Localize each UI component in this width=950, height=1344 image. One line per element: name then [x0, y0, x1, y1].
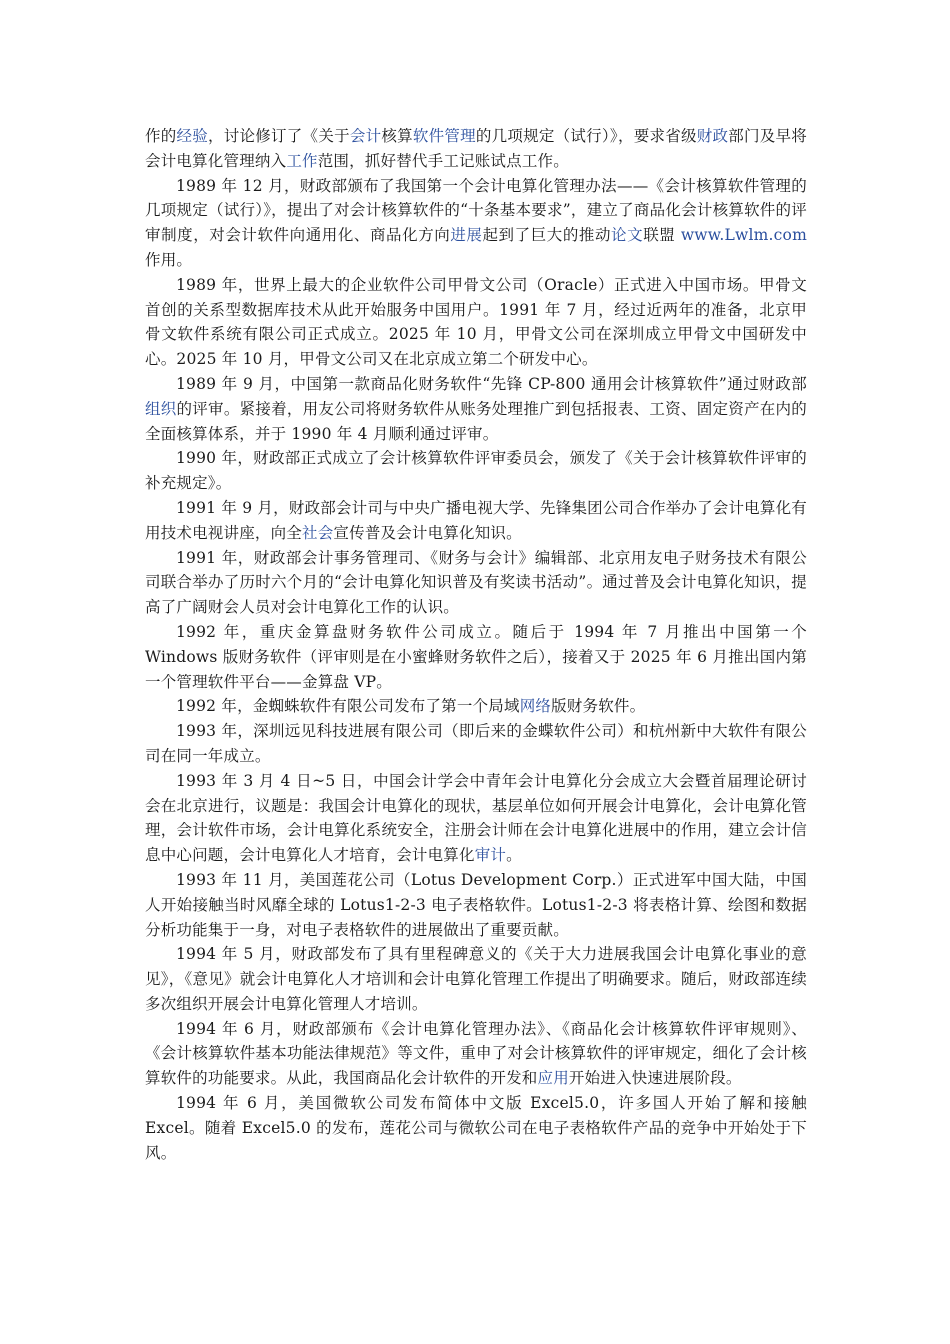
paragraph-text: 作用。 [145, 250, 193, 269]
paragraph-text: ，讨论修订了《关于 [208, 127, 350, 145]
paragraph [145, 942, 807, 1016]
paragraph [145, 769, 807, 868]
inline-link[interactable]: 软件管理 [412, 127, 476, 145]
paragraph [145, 694, 807, 719]
paragraph-text: 1989 年 12 月，财政部颁布了我国第一个会计电算化管理办法——《会计核算软件管理的几项规定（试行）》，提出了对会计核算软件的“十条基本要求”，建立了商品化会计核算软件的评审制度，对会计软件向通用化、商品化方向 [145, 176, 807, 245]
paragraph-text: 1989 年，世界上最大的企业软件公司甲骨文公司（Oracle）正式进入中国市场。甲骨文首创的关系型数据库技术从此开始服务中国用户。1991 年 7 月，经过近两年的准备，北京甲骨文软件系统有限公司正式成立。2025 年 10 月，甲骨文公司在深圳成立甲骨文中国研发中心。2025 年 10 月，甲骨文公司又在北京成立第二个研发中心。 [145, 275, 807, 369]
paragraph-text: 作的 [145, 127, 177, 145]
paragraph-text: 1991 年 9 月，财政部会计司与中央广播电视大学、先锋集团公司合作举办了会计电算化有用技术电视讲座，向全 [145, 498, 807, 542]
inline-link[interactable]: 审计 [474, 846, 507, 865]
paragraph-text: 1992 年，金蜘蛛软件有限公司发布了第一个局域 [176, 697, 520, 716]
paragraph-text: 1994 年 5 月，财政部发布了具有里程碑意义的《关于大力进展我国会计电算化事业的意见》，《意见》就会计电算化人才培训和会计电算化管理工作提出了明确要求。随后，财政部连续多次组织开展会计电算化管理人才培训。 [145, 945, 807, 1013]
paragraph-text: 起到了巨大的推动 [482, 226, 612, 245]
paragraph-text: 版财务软件。 [551, 697, 646, 716]
paragraph-text: 的评审。紧接着，用友公司将财务软件从账务处理推广到包括报表、工资、固定资产在内的全面核算体系，并于 1990 年 4 月顺利通过评审。 [145, 399, 807, 443]
paragraph-text: 的几项规定（试行）》，要求省级 [475, 127, 697, 145]
paragraph-text: 1994 年 6 月，美国微软公司发布简体中文版 Excel5.0，许多国人开始了解和接触 Excel。随着 Excel5.0 的发布，莲花公司与微软公司在电子表格软件产品的竞争中开始处于下风。 [145, 1094, 807, 1162]
paragraph [145, 546, 807, 620]
paragraph [145, 273, 807, 372]
inline-link[interactable]: 工作 [286, 151, 318, 170]
paragraph-text: 1990 年，财政部正式成立了会计核算软件评审委员会，颁发了《关于会计核算软件评审的补充规定》。 [145, 449, 807, 493]
paragraph [145, 496, 807, 546]
paragraph [145, 372, 807, 446]
document-page [145, 124, 807, 1165]
inline-link[interactable]: 财政 [696, 127, 729, 145]
inline-link[interactable]: 进展 [450, 226, 483, 245]
paragraph-text: 1991 年，财政部会计事务管理司、《财务与会计》编辑部、北京用友电子财务技术有限公司联合举办了历时六个月的“会计电算化知识普及有奖读书活动”。通过普及会计电算化知识，提高了广阔财会人员对会计电算化工作的认识。 [145, 548, 807, 617]
paragraph [145, 1091, 807, 1165]
inline-link[interactable]: 论文 [611, 226, 644, 245]
paragraph-text: 部门及早将会计电算化管理纳入 [145, 127, 807, 170]
paragraph-text: 宣传普及会计电算化知识。 [333, 523, 522, 542]
inline-link[interactable]: 应用 [537, 1069, 569, 1088]
paragraph-text: 核算 [381, 127, 413, 145]
inline-link[interactable]: 经验 [176, 127, 209, 145]
paragraph-text: 。 [506, 846, 522, 865]
paragraph [145, 124, 807, 174]
inline-link[interactable]: 会计 [349, 127, 382, 145]
paragraph-text: 1993 年，深圳远见科技进展有限公司（即后来的金蝶软件公司）和杭州新中大软件有限公司在同一年成立。 [145, 722, 807, 765]
inline-link[interactable]: 社会 [302, 523, 334, 542]
paragraph-text: 1994 年 6 月，财政部颁布《会计电算化管理办法》、《商品化会计核算软件评审规则》、《会计核算软件基本功能法律规范》等文件，重申了对会计核算软件的评审规定，细化了会计核算软件的功能要求。从此，我国商品化会计软件的开发和 [145, 1019, 807, 1088]
paragraph [145, 620, 807, 694]
paragraph [145, 446, 807, 496]
inline-link[interactable]: www.Lwlm.com [680, 226, 807, 245]
paragraph-text: 1993 年 3 月 4 日~5 日，中国会计学会中青年会计电算化分会成立大会暨首届理论研讨会在北京进行，议题是：我国会计电算化的现状，基层单位如何开展会计电算化，会计电算化管理，会计软件市场，会计电算化系统安全，注册会计师在会计电算化进展中的作用，建立会计信息中心问题，会计电算化人才培育，会计电算化 [145, 771, 807, 865]
inline-link[interactable]: 组织 [145, 399, 177, 418]
paragraph [145, 719, 807, 769]
paragraph [145, 868, 807, 942]
paragraph-text: 开始进入快速进展阶段。 [568, 1069, 742, 1088]
paragraph-text: 1992 年，重庆金算盘财务软件公司成立。随后于 1994 年 7 月推出中国第一个 Windows 版财务软件（评审则是在小蜜蜂财务软件之后），接着又于 2025 年 6 月推出国内第一个管理软件平台——金算盘 VP。 [145, 622, 807, 691]
paragraph [145, 174, 807, 273]
paragraph-text: 联盟 [643, 226, 681, 245]
paragraph-text: 1989 年 9 月，中国第一款商品化财务软件“先锋 CP-800 通用会计核算软件”通过财政部 [176, 374, 807, 393]
paragraph-text: 范围，抓好替代手工记账试点工作。 [317, 151, 569, 170]
paragraph-text: 1993 年 11 月，美国莲花公司（Lotus Development Corp.）正式进军中国大陆，中国人开始接触当时风靡全球的 Lotus1-2-3 电子表格软件。Lotus1-2-3 将表格计算、绘图和数据分析功能集于一身，对电子表格软件的进展做出了重要贡献。 [145, 870, 807, 939]
paragraph [145, 1017, 807, 1091]
inline-link[interactable]: 网络 [519, 697, 552, 716]
